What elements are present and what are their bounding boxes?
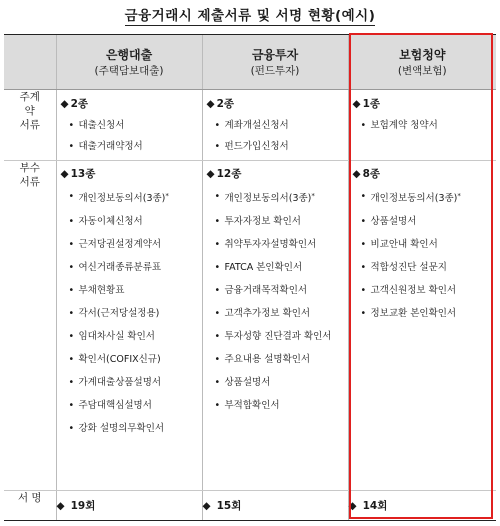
list-item: • 여신거래종류분류표 bbox=[69, 261, 202, 274]
list-item: • 부적합확인서 bbox=[215, 399, 348, 412]
list-item: • 대출신청서 bbox=[69, 119, 202, 132]
list-item: • 고객신원정보 확인서 bbox=[361, 284, 497, 297]
sub-cell-insurance: ◆ 8종 • 개인정보동의서(3종)* • 상품설명서 • 비교안내 확인서 • 적합성진단 설문지 • 고객신원정보 확인서 • 정보교환 본인확인서 bbox=[348, 161, 496, 491]
list-item: • 근저당권설정계약서 bbox=[69, 238, 202, 251]
diamond-icon: ◆ bbox=[202, 500, 211, 512]
signature-cell-loan: ◆ 19회 bbox=[56, 491, 202, 521]
signature-cell-insurance: ◆ 14회 bbox=[348, 491, 496, 521]
list-item: • 투자자정보 확인서 bbox=[215, 215, 348, 228]
signature-row bbox=[4, 491, 496, 521]
column-header-loan: 은행대출 (주택담보대출) bbox=[56, 35, 202, 90]
diamond-icon: ◆ bbox=[60, 168, 69, 180]
list-item: • 펀드가입신청서 bbox=[215, 140, 348, 153]
column-header-insurance: 보험청약 (변액보험) bbox=[348, 35, 496, 90]
list-item: • 비교안내 확인서 bbox=[361, 238, 497, 251]
list-item: • 보험계약 청약서 bbox=[361, 119, 497, 132]
main-cell-loan: ◆ 2종 • 대출신청서 • 대출거래약정서 bbox=[56, 90, 202, 161]
diamond-icon: ◆ bbox=[60, 98, 69, 110]
diamond-icon: ◆ bbox=[348, 500, 357, 512]
list-item: • 적합성진단 설문지 bbox=[361, 261, 497, 274]
list-item: • 투자성향 진단결과 확인서 bbox=[215, 330, 348, 343]
list-item: • 취약투자자설명확인서 bbox=[215, 238, 348, 251]
list-item: • 주담대핵심설명서 bbox=[69, 399, 202, 412]
column-header-investment: 금융투자 (펀드투자) bbox=[202, 35, 348, 90]
list-item: • 상품설명서 bbox=[361, 215, 497, 228]
list-item: • FATCA 본인확인서 bbox=[215, 261, 348, 274]
list-item: • 개인정보동의서(3종)* bbox=[215, 190, 348, 205]
list-item: • 각서(근저당설정용) bbox=[69, 307, 202, 320]
sub-document-label: 부수 서류 bbox=[4, 161, 56, 491]
diamond-icon: ◆ bbox=[206, 98, 215, 110]
list-item: • 계좌개설신청서 bbox=[215, 119, 348, 132]
list-item: • 부채현황표 bbox=[69, 284, 202, 297]
list-item: • 주요내용 설명확인서 bbox=[215, 353, 348, 366]
signature-label: 서 명 bbox=[4, 491, 56, 521]
list-item: • 대출거래약정서 bbox=[69, 140, 202, 153]
diamond-icon: ◆ bbox=[206, 168, 215, 180]
list-item: • 개인정보동의서(3종)* bbox=[69, 190, 202, 205]
list-item: • 임대차사실 확인서 bbox=[69, 330, 202, 343]
list-item: • 자동이체신청서 bbox=[69, 215, 202, 228]
list-item: • 가계대출상품설명서 bbox=[69, 376, 202, 389]
diamond-icon: ◆ bbox=[56, 500, 65, 512]
submission-table bbox=[4, 34, 496, 521]
main-contract-row bbox=[4, 90, 496, 161]
list-item: • 강화 설명의무확인서 bbox=[69, 422, 202, 435]
signature-cell-investment: ◆ 15회 bbox=[202, 491, 348, 521]
main-contract-label: 주계 약 서류 bbox=[4, 90, 56, 161]
sub-cell-loan: ◆ 13종 • 개인정보동의서(3종)* • 자동이체신청서 • 근저당권설정계약서 • 여신거래종류분류표 • 부채현황표 • 각서(근저당설정용) • 임대차사실 확인서 • 확인서(COFIX신규) • 가계대출상품설명서 • 주담대핵심설명서 • 강화 설명의무확인서 bbox=[56, 161, 202, 491]
list-item: • 금융거래목적확인서 bbox=[215, 284, 348, 297]
corner-cell bbox=[4, 35, 56, 90]
diamond-icon: ◆ bbox=[352, 168, 361, 180]
main-cell-investment: ◆ 2종 • 계좌개설신청서 • 펀드가입신청서 bbox=[202, 90, 348, 161]
list-item: • 상품설명서 bbox=[215, 376, 348, 389]
list-item: • 확인서(COFIX신규) bbox=[69, 353, 202, 366]
header-row bbox=[4, 35, 496, 90]
sub-cell-investment: ◆ 12종 • 개인정보동의서(3종)* • 투자자정보 확인서 • 취약투자자설명확인서 • FATCA 본인확인서 • 금융거래목적확인서 • 고객추가정보 확인서 • 투자성향 진단결과 확인서 • 주요내용 설명확인서 • 상품설명서 • 부적합확인서 bbox=[202, 161, 348, 491]
list-item: • 고객추가정보 확인서 bbox=[215, 307, 348, 320]
list-item: • 개인정보동의서(3종)* bbox=[361, 190, 497, 205]
sub-document-row bbox=[4, 161, 496, 491]
main-cell-insurance: ◆ 1종 • 보험계약 청약서 bbox=[348, 90, 496, 161]
page-title: 금융거래시 제출서류 및 서명 현황(예시) bbox=[124, 8, 376, 24]
diamond-icon: ◆ bbox=[352, 98, 361, 110]
list-item: • 정보교환 본인확인서 bbox=[361, 307, 497, 320]
